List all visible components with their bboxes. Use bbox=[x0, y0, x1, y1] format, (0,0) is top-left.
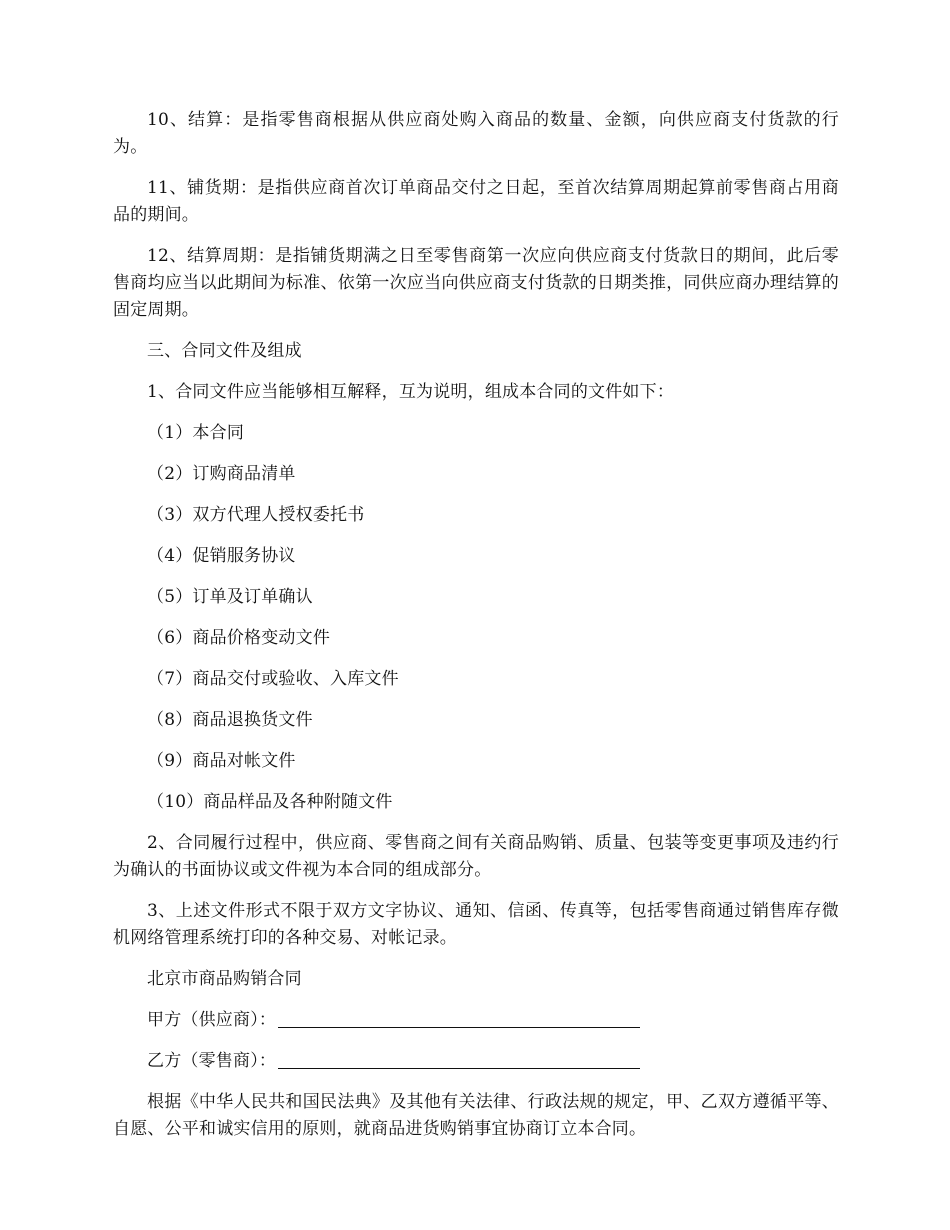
list-item: （2）订购商品清单 bbox=[147, 464, 296, 484]
definition-settlement: 10、结算：是指零售商根据从供应商处购入商品的数量、金额，向供应商支付货款的行为。 bbox=[113, 110, 839, 157]
party-b-line bbox=[113, 1048, 839, 1075]
list-item: （3）双方代理人授权委托书 bbox=[147, 505, 365, 525]
list-item: （1）本合同 bbox=[147, 423, 245, 443]
section-three-intro: 1、合同文件应当能够相互解释，互为说明，组成本合同的文件如下： bbox=[147, 382, 675, 402]
contract-documents-list bbox=[113, 420, 839, 816]
document-page bbox=[113, 107, 839, 1157]
party-a-line bbox=[113, 1007, 839, 1034]
list-item: （5）订单及订单确认 bbox=[147, 587, 313, 607]
party-a-label: 甲方（供应商）： bbox=[147, 1010, 277, 1030]
clause-two: 2、合同履行过程中，供应商、零售商之间有关商品购销、质量、包装等变更事项及违约行为确认的书面协议或文件视为本合同的组成部分。 bbox=[113, 833, 839, 880]
clause-three: 3、上述文件形式不限于双方文字协议、通知、信函、传真等，包括零售商通过销售库存微机网络管理系统打印的各种交易、对帐记录。 bbox=[113, 901, 839, 948]
list-item: （4）促销服务协议 bbox=[147, 546, 296, 566]
definition-stocking-period: 11、铺货期：是指供应商首次订单商品交付之日起，至首次结算周期起算前零售商占用商品的期间。 bbox=[113, 178, 839, 225]
list-item: （9）商品对帐文件 bbox=[147, 751, 296, 771]
section-three-heading: 三、合同文件及组成 bbox=[147, 341, 302, 361]
list-item: （10）商品样品及各种附随文件 bbox=[147, 792, 393, 812]
list-item: （7）商品交付或验收、入库文件 bbox=[147, 669, 399, 689]
list-item: （8）商品退换货文件 bbox=[147, 710, 313, 730]
party-a-blank bbox=[278, 1007, 640, 1028]
contract-title: 北京市商品购销合同 bbox=[147, 969, 302, 989]
contract-preamble: 根据《中华人民共和国民法典》及其他有关法律、行政法规的规定，甲、乙双方遵循平等、自愿、公平和诚实信用的原则，就商品进货购销事宜协商订立本合同。 bbox=[113, 1092, 839, 1139]
party-b-label: 乙方（零售商）： bbox=[147, 1051, 277, 1071]
list-item: （6）商品价格变动文件 bbox=[147, 628, 331, 648]
definition-settlement-cycle: 12、结算周期：是指铺货期满之日至零售商第一次应向供应商支付货款日的期间，此后零售商均应当以此期间为标准、依第一次应当向供应商支付货款的日期类推，同供应商办理结算的固定周期。 bbox=[113, 246, 839, 320]
party-b-blank bbox=[278, 1048, 640, 1069]
